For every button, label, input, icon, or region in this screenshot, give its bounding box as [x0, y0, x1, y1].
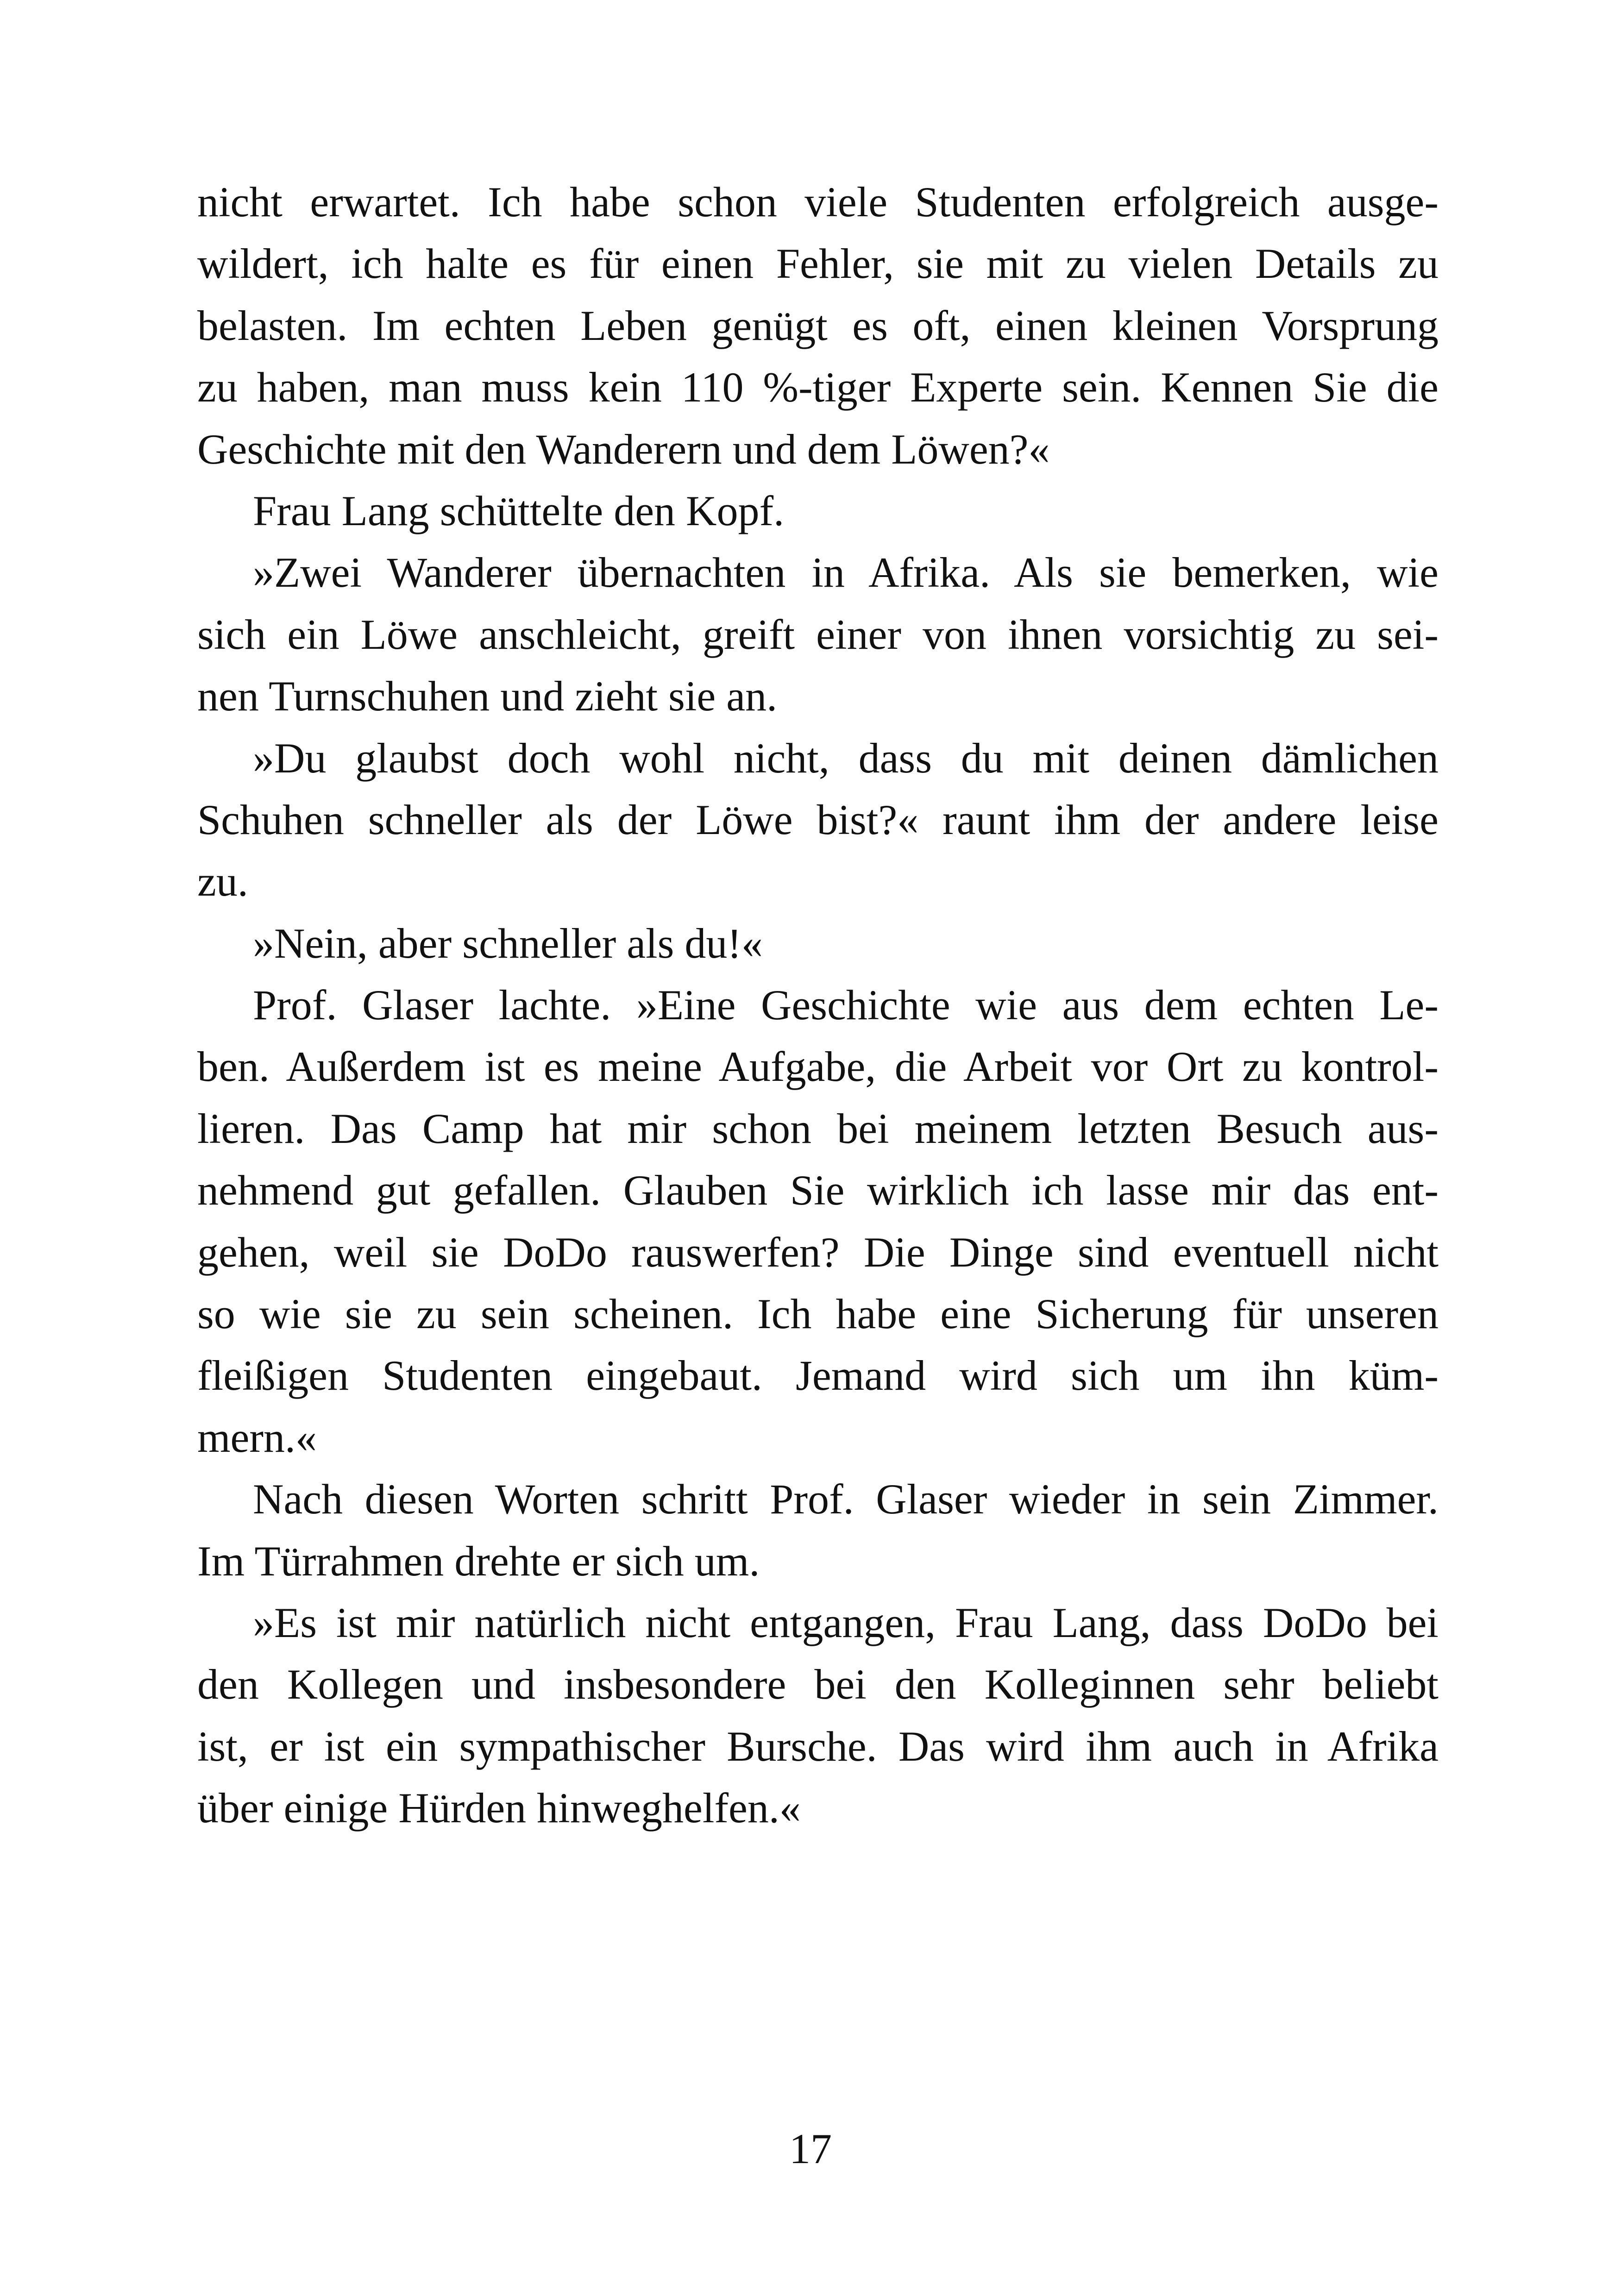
text-line: belasten. Im echten Leben genügt es oft, einen kleinen Vorsprung [197, 301, 1439, 349]
text-line: über einige Hürden hinweghelfen.« [197, 1784, 801, 1832]
text-line: ist, er ist ein sympathischer Bursche. Das wird ihm auch in Afrika [197, 1722, 1439, 1770]
text-line: gehen, weil sie DoDo rauswerfen? Die Dinge sind eventuell nicht [197, 1228, 1439, 1276]
text-line: nicht erwartet. Ich habe schon viele Studenten erfolgreich ausge- [197, 178, 1439, 226]
page-number: 17 [789, 2125, 832, 2172]
text-line: »Nein, aber schneller als du!« [253, 919, 763, 967]
text-line: wildert, ich halte es für einen Fehler, sie mit zu vielen Details zu [197, 240, 1439, 288]
text-line: »Zwei Wanderer übernachten in Afrika. Als sie bemerken, wie [253, 549, 1439, 596]
text-line: lieren. Das Camp hat mir schon bei meinem letzten Besuch aus- [197, 1104, 1439, 1152]
text-line: Frau Lang schüttelte den Kopf. [253, 487, 785, 534]
text-line: Nach diesen Worten schritt Prof. Glaser wieder in sein Zimmer. [253, 1475, 1439, 1523]
text-line: den Kollegen und insbesondere bei den Kolleginnen sehr beliebt [197, 1661, 1439, 1708]
text-line: Schuhen schneller als der Löwe bist?« raunt ihm der andere leise [197, 796, 1439, 843]
text-line: zu haben, man muss kein 110 %-tiger Experte sein. Kennen Sie die [197, 364, 1439, 411]
text-line: mern.« [197, 1413, 317, 1461]
text-line: »Du glaubst doch wohl nicht, dass du mit deinen dämlichen [253, 734, 1439, 782]
text-line: »Es ist mir natürlich nicht entgangen, Frau Lang, dass DoDo bei [253, 1599, 1439, 1646]
text-line: so wie sie zu sein scheinen. Ich habe eine Sicherung für unseren [197, 1290, 1439, 1338]
body-text [197, 171, 1439, 1839]
text-line: nen Turnschuhen und zieht sie an. [197, 672, 778, 720]
text-line: ben. Außerdem ist es meine Aufgabe, die Arbeit vor Ort zu kontrol- [197, 1043, 1439, 1091]
text-line: Prof. Glaser lachte. »Eine Geschichte wie aus dem echten Le- [253, 981, 1439, 1029]
text-line: Geschichte mit den Wanderern und dem Löwen?« [197, 425, 1050, 473]
text-line: fleißigen Studenten eingebaut. Jemand wird sich um ihn küm- [197, 1352, 1439, 1399]
text-line: zu. [197, 858, 248, 905]
text-line: Im Türrahmen drehte er sich um. [197, 1537, 760, 1585]
text-line: nehmend gut gefallen. Glauben Sie wirklich ich lasse mir das ent- [197, 1167, 1439, 1214]
text-line: sich ein Löwe anschleicht, greift einer von ihnen vorsichtig zu sei- [197, 610, 1439, 658]
